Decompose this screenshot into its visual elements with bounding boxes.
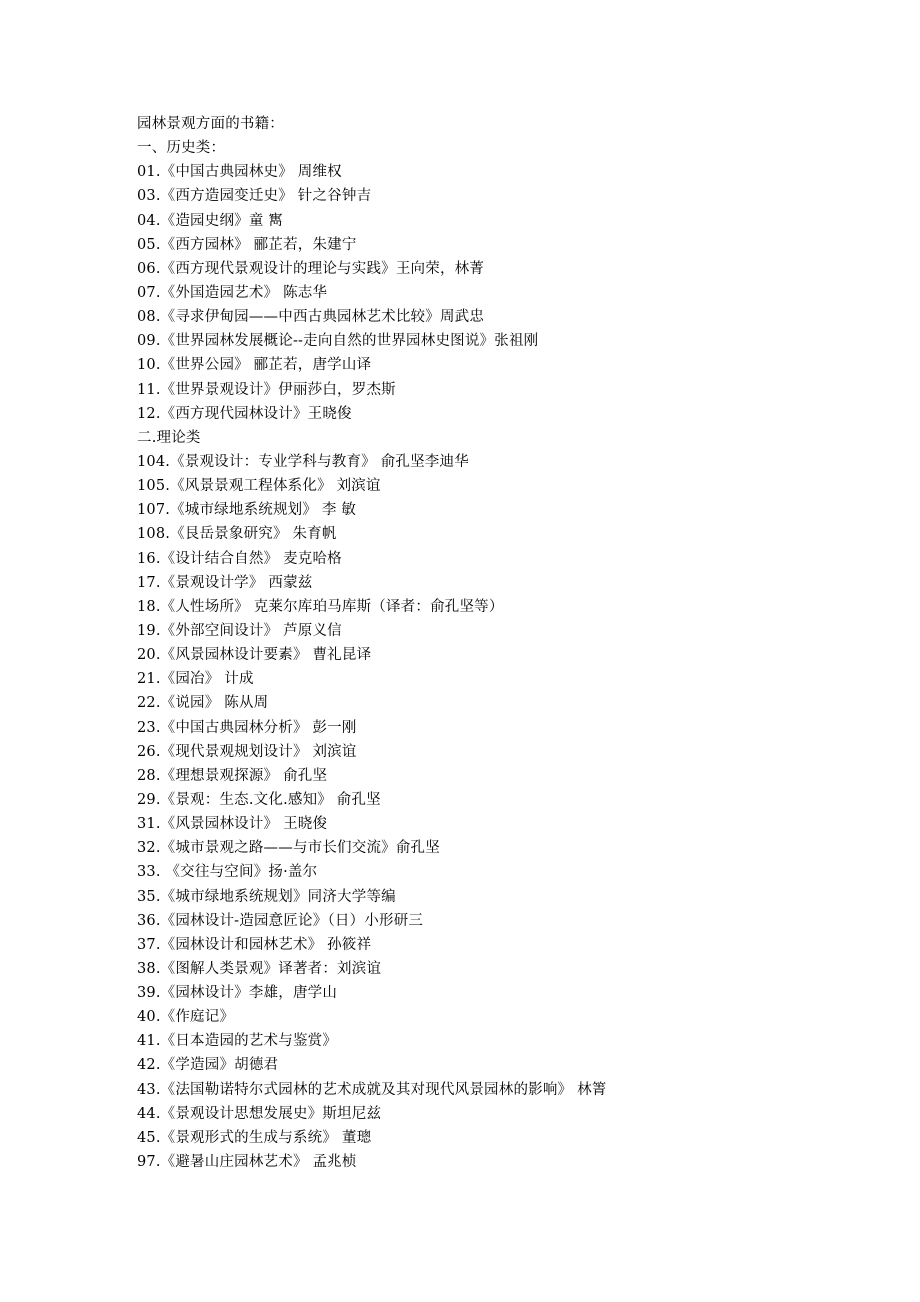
book-list-item: 36.《园林设计-造园意匠论》（日）小形研三 (137, 912, 424, 929)
book-list-item: 44.《景观设计思想发展史》斯坦尼兹 (137, 1105, 382, 1122)
section-title-theory: 二.理论类 (137, 429, 201, 446)
book-list-item: 09.《世界园林发展概论--走向自然的世界园林史图说》张祖刚 (137, 333, 539, 350)
book-list-item: 08.《寻求伊甸园——中西古典园林艺术比较》周武忠 (137, 309, 485, 326)
book-list-item: 06.《西方现代景观设计的理论与实践》王向荣，林菁 (137, 260, 485, 277)
book-list-item: 41.《日本造园的艺术与鉴赏》 (137, 1033, 338, 1050)
book-list-item: 22.《说园》 陈从周 (137, 695, 269, 712)
book-list-item: 21.《园冶》 计成 (137, 671, 254, 688)
book-list-item: 10.《世界公园》 郦芷若，唐学山译 (137, 357, 372, 374)
book-list-item: 45.《景观形式的生成与系统》 董璁 (137, 1129, 372, 1146)
book-list-item: 26.《现代景观规划设计》 刘滨谊 (137, 743, 357, 760)
history-book-list (137, 160, 897, 426)
book-list-item: 38.《图解人类景观》译著者：刘滨谊 (137, 960, 382, 977)
theory-book-list (137, 450, 897, 1174)
book-list-item: 35.《城市绿地系统规划》同济大学等编 (137, 888, 396, 905)
book-list-item: 23.《中国古典园林分析》 彭一刚 (137, 719, 357, 736)
book-list-item: 20.《风景园林设计要素》 曹礼昆译 (137, 647, 372, 664)
book-list-item: 40.《作庭记》 (137, 1009, 235, 1026)
book-list-item: 29.《景观：生态.文化.感知》 俞孔坚 (137, 791, 381, 808)
book-list-item: 19.《外部空间设计》 芦原义信 (137, 622, 342, 639)
book-list-item: 04.《造园史纲》童 寯 (137, 212, 284, 229)
book-list-item: 07.《外国造园艺术》 陈志华 (137, 284, 328, 301)
book-list-item: 33. 《交往与空间》扬·盖尔 (137, 864, 318, 881)
book-list-item: 03.《西方造园变迁史》 针之谷钟吉 (137, 188, 372, 205)
book-list-item: 39.《园林设计》李雄，唐学山 (137, 985, 338, 1002)
book-list-item: 32.《城市景观之路——与市长们交流》俞孔坚 (137, 840, 440, 857)
section-title-history: 一、历史类： (137, 140, 226, 157)
book-list-item: 105.《风景景观工程体系化》 刘滨谊 (137, 478, 381, 495)
book-list-item: 05.《西方园林》 郦芷若，朱建宁 (137, 236, 357, 253)
book-list-item: 107.《城市绿地系统规划》 李 敏 (137, 502, 357, 519)
book-list-item: 43.《法国勒诺特尔式园林的艺术成就及其对现代风景园林的影响》 林箐 (137, 1081, 607, 1098)
document-body (137, 112, 897, 1174)
book-list-item: 18.《人性场所》 克莱尔库珀马库斯（译者：俞孔坚等） (137, 598, 504, 615)
book-list-item: 12.《西方现代园林设计》王晓俊 (137, 405, 352, 422)
document-heading: 园林景观方面的书籍： (137, 116, 284, 132)
book-list-item: 01.《中国古典园林史》 周维权 (137, 164, 342, 181)
book-list-item: 37.《园林设计和园林艺术》 孙筱祥 (137, 936, 372, 953)
book-list-item: 16.《设计结合自然》 麦克哈格 (137, 550, 342, 567)
book-list-item: 11.《世界景观设计》伊丽莎白，罗杰斯 (137, 381, 396, 398)
book-list-item: 31.《风景园林设计》 王晓俊 (137, 816, 328, 833)
book-list-item: 97.《避暑山庄园林艺术》 孟兆桢 (137, 1154, 357, 1171)
book-list-item: 28.《理想景观探源》 俞孔坚 (137, 767, 328, 784)
book-list-item: 104.《景观设计：专业学科与教育》 俞孔坚李迪华 (137, 453, 469, 470)
book-list-item: 108.《艮岳景象研究》 朱育帆 (137, 526, 337, 543)
book-list-item: 17.《景观设计学》 西蒙兹 (137, 574, 313, 591)
book-list-item: 42.《学造园》胡德君 (137, 1057, 279, 1074)
